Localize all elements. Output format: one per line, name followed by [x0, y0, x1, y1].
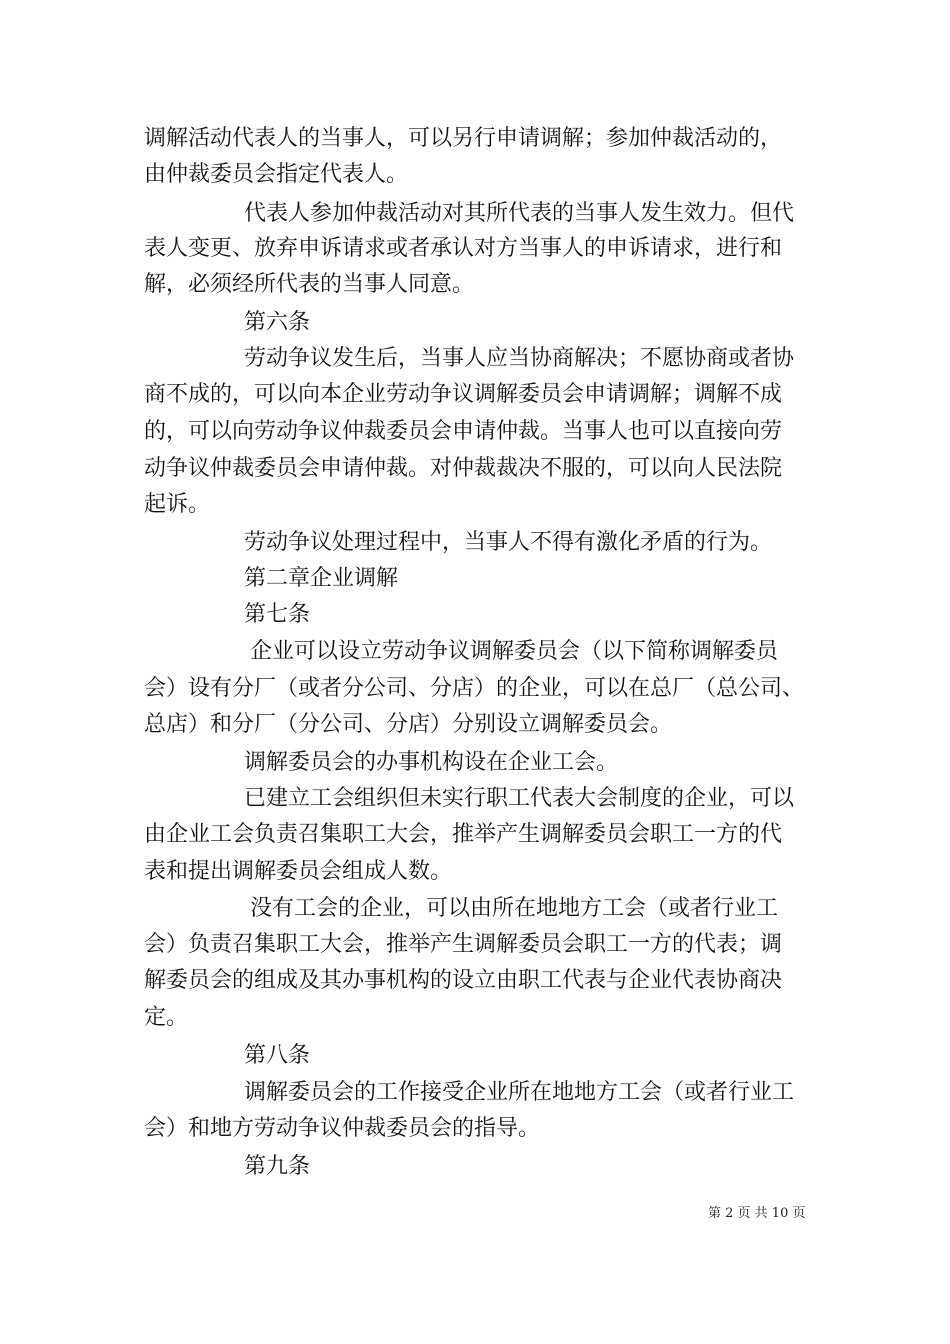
text-line: 总店）和分厂（分公司、分店）分别设立调解委员会。	[144, 712, 673, 737]
text-line: 表人变更、放弃申诉请求或者承认对方当事人的申诉请求，进行和	[144, 236, 783, 261]
text-line: 由企业工会负责召集职工大会，推举产生调解委员会职工一方的代	[144, 822, 783, 847]
text-line: 企业可以设立劳动争议调解委员会（以下简称调解委员	[250, 639, 779, 664]
text-line: 调解活动代表人的当事人，可以另行申请调解；参加仲裁活动的，	[144, 126, 783, 151]
page-number: 第 2 页 共 10 页	[708, 1206, 806, 1221]
chapter-heading: 第二章企业调解	[244, 566, 399, 591]
text-line: 劳动争议发生后，当事人应当协商解决；不愿协商或者协	[244, 346, 795, 371]
section-heading: 第九条	[244, 1154, 311, 1179]
text-line: 起诉。	[144, 492, 211, 517]
text-line: 表和提出调解委员会组成人数。	[144, 859, 453, 884]
text-line: 由仲裁委员会指定代表人。	[144, 162, 409, 187]
text-line: 会）设有分厂（或者分公司、分店）的企业，可以在总厂（总公司、	[144, 676, 805, 701]
text-line: 会）和地方劳动争议仲裁委员会的指导。	[144, 1116, 541, 1141]
text-line: 已建立工会组织但未实行职工代表大会制度的企业，可以	[244, 786, 795, 811]
text-line: 劳动争议处理过程中，当事人不得有激化矛盾的行为。	[244, 530, 773, 555]
text-line: 没有工会的企业，可以由所在地地方工会（或者行业工	[250, 896, 779, 921]
text-line: 商不成的，可以向本企业劳动争议调解委员会申请调解；调解不成	[144, 382, 783, 407]
text-line: 调解委员会的办事机构设在企业工会。	[244, 750, 619, 775]
text-line: 会）负责召集职工大会，推举产生调解委员会职工一方的代表；调	[144, 932, 783, 957]
text-line: 解委员会的组成及其办事机构的设立由职工代表与企业代表协商决	[144, 968, 783, 993]
text-line: 解，必须经所代表的当事人同意。	[144, 272, 475, 297]
text-line: 的，可以向劳动争议仲裁委员会申请仲裁。当事人也可以直接向劳	[144, 419, 783, 444]
text-line: 动争议仲裁委员会申请仲裁。对仲裁裁决不服的，可以向人民法院	[144, 456, 783, 481]
section-heading: 第六条	[244, 310, 311, 335]
text-line: 调解委员会的工作接受企业所在地地方工会（或者行业工	[244, 1080, 795, 1105]
section-heading: 第七条	[244, 602, 311, 627]
text-line: 代表人参加仲裁活动对其所代表的当事人发生效力。但代	[244, 201, 795, 226]
section-heading: 第八条	[244, 1043, 311, 1068]
text-line: 定。	[144, 1005, 189, 1030]
